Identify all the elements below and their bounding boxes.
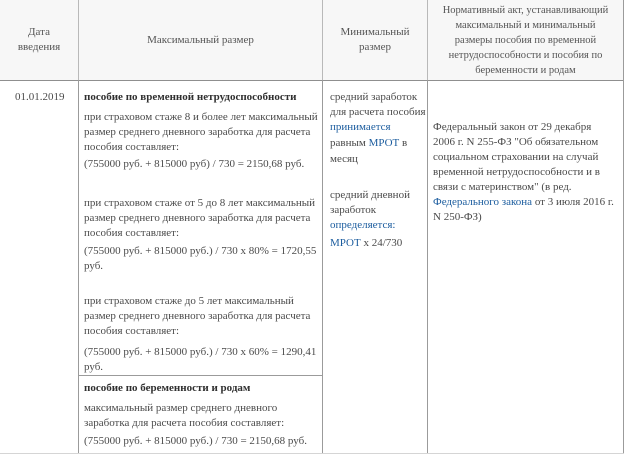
mrot-link[interactable]: МРОТ bbox=[368, 137, 400, 149]
min-link-defined[interactable]: определяется: bbox=[330, 219, 396, 231]
maternity-line: максимальный размер среднего дневного bbox=[84, 402, 278, 414]
p3-formula: руб. bbox=[84, 361, 104, 373]
min-line bbox=[330, 136, 407, 151]
header-max-label: Максимальный размер bbox=[147, 33, 254, 46]
sick-leave-title: пособие по временной нетрудоспособности bbox=[84, 91, 297, 103]
p1-line: при страховом стаже 8 и более лет максимальный bbox=[84, 111, 318, 123]
grid-line bbox=[78, 80, 79, 454]
grid-line bbox=[78, 375, 322, 376]
grid-line bbox=[427, 80, 428, 454]
p1-formula: (755000 руб. + 815000 руб) / 730 = 2150,68 руб. bbox=[84, 158, 305, 170]
p1-line: размер среднего дневного заработка для расчета bbox=[84, 126, 311, 138]
min-text: равным bbox=[330, 137, 369, 149]
act-line: 2006 г. N 255-ФЗ "Об обязательном bbox=[433, 136, 599, 148]
maternity-title: пособие по беременности и родам bbox=[84, 382, 251, 394]
act-line: связи с материнством" (в ред. bbox=[433, 181, 572, 193]
act-line bbox=[433, 195, 614, 210]
act-line: социальном страховании на случай bbox=[433, 151, 599, 163]
header-max bbox=[79, 0, 323, 81]
mrot-link[interactable]: МРОТ bbox=[330, 237, 361, 249]
maternity-formula: (755000 руб. + 815000 руб.) / 730 = 2150,68 руб. bbox=[84, 435, 307, 447]
min-line: месяц bbox=[330, 153, 358, 165]
p2-line: размер среднего дневного заработка для расчета bbox=[84, 212, 311, 224]
min-line bbox=[330, 236, 402, 251]
p3-line: при страховом стаже до 5 лет максимальный bbox=[84, 295, 294, 307]
header-act-label: Нормативный акт, устанавливающий максимальный и минимальный размеры пособия по временной нетрудоспособности и пособия по беременности и родам bbox=[442, 4, 609, 76]
row-date: 01.01.2019 bbox=[15, 91, 65, 103]
min-line: для расчета пособия bbox=[330, 106, 426, 118]
min-line: средний дневной bbox=[330, 189, 410, 201]
act-text: от 3 июля 2016 г. bbox=[532, 196, 614, 208]
p3-line: размер среднего дневного заработка для расчета bbox=[84, 310, 311, 322]
p3-line: пособия составляет: bbox=[84, 325, 180, 337]
act-line: Федеральный закон от 29 декабря bbox=[433, 121, 592, 133]
p1-line: пособия составляет: bbox=[84, 141, 180, 153]
header-date bbox=[0, 0, 79, 81]
p2-line: пособия составляет: bbox=[84, 227, 180, 239]
maternity-line: заработка для расчета пособия составляет: bbox=[84, 417, 285, 429]
header-min bbox=[323, 0, 428, 81]
federal-law-link[interactable]: Федерального закона bbox=[433, 196, 533, 208]
min-text: в bbox=[399, 137, 408, 149]
header-act bbox=[428, 0, 624, 81]
act-line: временной нетрудоспособности и в bbox=[433, 166, 600, 178]
act-line: N 250-ФЗ) bbox=[433, 211, 482, 223]
min-text: x 24/730 bbox=[360, 237, 403, 249]
min-line: заработок bbox=[330, 204, 377, 216]
p2-formula: руб. bbox=[84, 260, 104, 272]
p2-formula: (755000 руб. + 815000 руб.) / 730 x 80% = 1720,55 bbox=[84, 245, 317, 257]
min-line: средний заработок bbox=[330, 91, 418, 103]
p2-line: при страховом стаже от 5 до 8 лет максимальный bbox=[84, 197, 316, 209]
grid-line bbox=[322, 80, 323, 454]
min-link-accepted[interactable]: принимается bbox=[330, 121, 391, 133]
p3-formula: (755000 руб. + 815000 руб.) / 730 x 60% = 1290,41 bbox=[84, 346, 317, 358]
header-min-label: Минимальный размер bbox=[340, 26, 410, 53]
header-date-label: Дата введения bbox=[17, 26, 61, 53]
